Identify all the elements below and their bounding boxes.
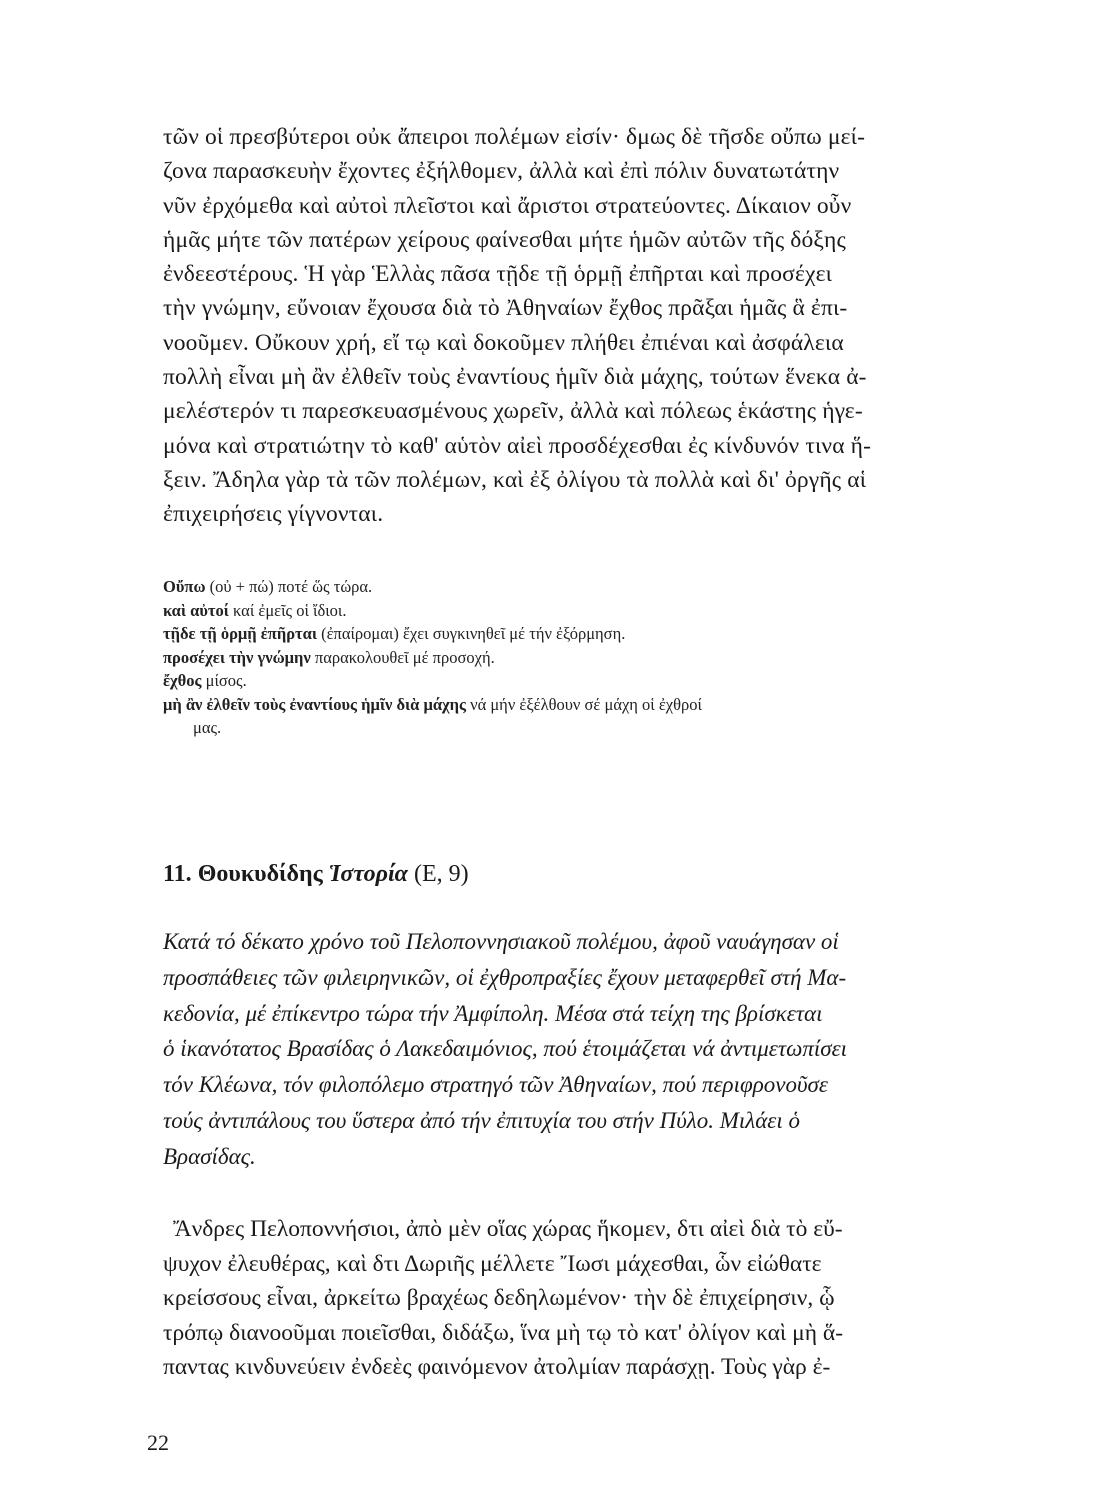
section-author: Θουκυδίδης xyxy=(197,861,323,887)
glossary xyxy=(163,575,1011,740)
passage-line: μελέστερόν τι παρεσκευασμένους χωρεῖν, ἀλλὰ καὶ πόλεως ἑκάστης ἡγε- xyxy=(163,398,863,425)
glossary-term: ἔχθος xyxy=(163,671,202,690)
intro-paragraph xyxy=(163,924,1011,1175)
passage-line: ἐνδεεστέρους. Ἡ γὰρ Ἑλλὰς πᾶσα τῇδε τῇ ὁρμῇ ἐπῆρται καὶ προσέχει xyxy=(163,261,833,288)
passage-line: πολλὴ εἶναι μὴ ἂν ἐλθεῖν τοὺς ἐναντίους ἡμῖν διὰ μάχης, τούτων ἕνεκα ἀ- xyxy=(163,364,867,391)
intro-line: προσπάθειες τῶν φιλειρηνικῶν, οἱ ἐχθροπραξίες ἔχουν μεταφερθεῖ στή Μα- xyxy=(163,964,847,990)
glossary-definition: (οὐ + πώ) ποτέ ὥς τώρα. xyxy=(205,577,373,596)
section-reference: (Ε, 9) xyxy=(413,861,469,887)
glossary-entry xyxy=(163,622,1011,646)
passage-line: τῶν οἱ πρεσβύτεροι οὐκ ἄπειροι πολέμων εἰσίν· δμως δὲ τῆσδε οὔπω μεί- xyxy=(163,124,866,150)
glossary-term: Οὔπω xyxy=(163,577,206,596)
speech-line: Ἄνδρες Πελοποννήσιοι, ἀπὸ μὲν οἵας χώρας ἥκομεν, δτι αἰεὶ διὰ τὸ εὔ- xyxy=(173,1216,843,1242)
speech-passage xyxy=(163,1212,1011,1385)
intro-line: Κατά τό δέκατο χρόνο τοῦ Πελοποννησιακοῦ πολέμου, ἀφοῦ ναυάγησαν οἱ xyxy=(163,929,839,954)
glossary-term: μὴ ἂν ἐλθεῖν τοὺς ἐναντίους ἡμῖν διὰ μάχης xyxy=(163,694,466,714)
intro-line: ὁ ἱκανότατος Βρασίδας ὁ Λακεδαιμόνιος, πού ἑτοιμάζεται νά ἀντιμετωπίσει xyxy=(163,1036,848,1062)
passage-line: ζονα παρασκευὴν ἔχοντες ἐξήλθομεν, ἀλλὰ καὶ ἐπὶ πόλιν δυνατωτάτην xyxy=(163,158,840,185)
speech-line: κρείσσους εἶναι, ἀρκείτω βραχέως δεδηλωμένον· τὴν δὲ ἐπιχείρησιν, ᾧ xyxy=(163,1285,835,1311)
section-heading xyxy=(163,857,1011,891)
glossary-term: προσέχει τὴν γνώμην xyxy=(163,647,311,667)
glossary-definition: παρακολουθεῖ μέ προσοχή. xyxy=(310,647,495,667)
passage-line: ἐπιχειρήσεις γίγνονται. xyxy=(163,501,384,528)
glossary-definition: καί ἐμεῖς οἱ ἴδιοι. xyxy=(228,600,347,620)
passage-line: ἡμᾶς μήτε τῶν πατέρων χείρους φαίνεσθαι μήτε ἡμῶν αὐτῶν τῆς δόξης xyxy=(163,226,846,253)
glossary-term: καὶ αὐτοί xyxy=(163,600,229,620)
section-number: 11. xyxy=(163,861,192,887)
passage-line: νῦν ἐρχόμεθα καὶ αὐτοὶ πλεῖστοι καὶ ἄριστοι στρατεύοντες. Δίκαιον οὖν xyxy=(163,192,852,219)
glossary-term: τῇδε τῇ ὁρμῇ ἐπῆρται xyxy=(163,624,317,643)
passage-line: ξειν. Ἄδηλα γὰρ τὰ τῶν πολέμων, καὶ ἐξ ὀλίγου τὰ πολλὰ καὶ δι' ὀργῆς αἱ xyxy=(163,466,867,493)
passage-line: τὴν γνώμην, εὔνοιαν ἔχουσα διὰ τὸ Ἀθηναίων ἔχθος πρᾶξαι ἡμᾶς ἃ ἐπι- xyxy=(163,295,848,322)
intro-line: Βρασίδας. xyxy=(163,1143,256,1169)
glossary-entry xyxy=(163,575,1011,599)
intro-line: τούς ἀντιπάλους του ὕστερα ἀπό τήν ἐπιτυχία του στήν Πύλο. Μιλάει ὁ xyxy=(163,1107,801,1133)
glossary-definition: (ἐπαίρομαι) ἔχει συγκινηθεῖ μέ τήν ἐξόρμηση. xyxy=(316,624,626,643)
glossary-entry xyxy=(163,693,1011,717)
section-work-title: Ἱστορία xyxy=(328,861,408,887)
glossary-entry xyxy=(163,669,1011,693)
glossary-definition: νά μήν ἐξέλθουν σέ μάχη οἱ ἐχθροί xyxy=(465,694,702,714)
speech-line: τρόπῳ διανοοῦμαι ποιεῖσθαι, διδάξω, ἵνα μὴ τῳ τὸ κατ' ὀλίγον καὶ μὴ ἅ- xyxy=(163,1319,844,1346)
glossary-entry xyxy=(163,646,1011,670)
glossary-definition-continuation: μας. xyxy=(193,718,222,737)
passage-line: μόνα καὶ στρατιώτην τὸ καθ' αὑτὸν αἰεὶ προσδέχεσθαι ἐς κίνδυνόν τινα ἥ- xyxy=(163,432,872,459)
intro-line: τόν Κλέωνα, τόν φιλοπόλεμο στρατηγό τῶν Ἀθηναίων, πού περιφρονοῦσε xyxy=(163,1072,828,1098)
glossary-definition: μίσος. xyxy=(201,671,247,690)
glossary-entry xyxy=(163,599,1011,623)
intro-line: κεδονία, μέ ἐπίκεντρο τώρα τήν Ἀμφίπολη. Μέσα στά τείχη της βρίσκεται xyxy=(163,1000,823,1026)
speech-line: ψυχον ἐλευθέρας, καὶ δτι Δωριῆς μέλλετε Ἴωσι μάχεσθαι, ὧν εἰώθατε xyxy=(163,1250,822,1277)
speech-line: παντας κινδυνεύειν ἐνδεὲς φαινόμενον ἀτολμίαν παράσχῃ. Τοὺς γὰρ ἐ- xyxy=(163,1354,831,1380)
passage-line: νοοῦμεν. Οὔκουν χρή, εἴ τῳ καὶ δοκοῦμεν πλήθει ἐπιέναι καὶ ἀσφάλεια xyxy=(163,329,844,356)
greek-passage xyxy=(163,120,1011,532)
page-number: 22 xyxy=(147,1430,169,1455)
